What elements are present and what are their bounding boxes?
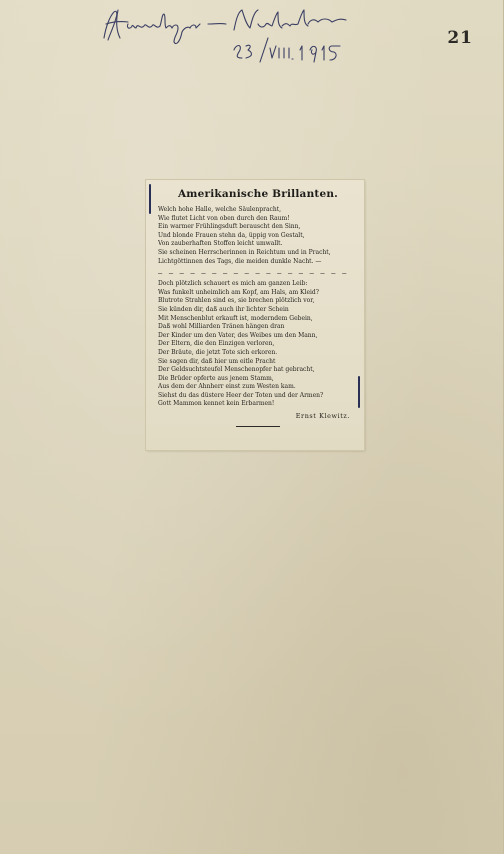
poem-line: Die Brüder opferte aus jenem Stamm, — [158, 374, 274, 382]
poem-line: Wie flutet Licht von oben durch den Raum! — [158, 214, 290, 222]
poem-line: Der Kinder um den Vater, des Weibes um den Mann, — [158, 331, 318, 339]
poem-line: Doch plötzlich schauert es mich am ganzen Leib: — [158, 280, 308, 288]
poem-line: Ein warmer Frühlingsduft berauscht den Sinn, — [158, 223, 301, 231]
poem-line: Von zauberhaften Stoffen leicht umwallt. — [158, 240, 283, 248]
poem-line: Aus dem der Ahnherr einst zum Westen kam. — [158, 383, 296, 391]
poem-stanza-2 — [158, 280, 358, 409]
poem-line: Sie scheinen Herrscherinnen in Reichtum und in Pracht, — [158, 248, 331, 256]
closing-rule — [236, 426, 280, 427]
pencil-mark-left — [149, 184, 151, 214]
poem-line: Der Eltern, die den Einzigen verloren, — [158, 340, 275, 348]
poem-line: Was funkelt unheimlich am Kopf, am Hals, am Kleid? — [158, 288, 319, 296]
pencil-mark-right — [358, 376, 360, 408]
poem-title: Amerikanische Brillanten. — [177, 188, 339, 200]
poem-line: Lichtgöttinnen des Tags, die meiden dunkle Nacht. — — [158, 257, 322, 265]
handwritten-header-note — [96, 2, 366, 70]
poem-line: Gott Mammon kennet kein Erbarmen! — [158, 400, 275, 408]
poem-line: Sie sagen dir, daß hier um eitle Pracht — [158, 357, 276, 365]
poem-author: Ernst Klewitz. — [295, 412, 350, 421]
poem-line: Daß wohl Milliarden Tränen hängen dran — [158, 323, 285, 331]
stanza-separator: — — — — — — — — — — — — — — — — — — — [158, 269, 348, 278]
page-number: 21 — [447, 28, 473, 48]
poem-line: Blutrote Strahlen sind es, sie brechen plötzlich vor, — [158, 297, 315, 305]
poem-line: Sie künden dir, daß auch ihr lichter Schein — [158, 305, 289, 313]
poem-line: Mit Menschenblut erkauft ist, moderndem Gebein, — [158, 314, 313, 322]
poem-stanza-1 — [158, 206, 358, 266]
poem-line: Der Bräute, die jetzt Tote sich erkoren. — [158, 348, 278, 356]
poem-line: Und blonde Frauen stehn da, üppig von Gestalt, — [158, 231, 305, 239]
poem-line: Welch hohe Halle, welche Säulenpracht, — [158, 206, 282, 213]
poem-line: Siehst du das düstere Heer der Toten und der Armen? — [158, 391, 324, 399]
poem-line: Der Geldsuchtsteufel Menschenopfer hat gebracht, — [158, 366, 315, 374]
newspaper-clipping — [146, 180, 364, 450]
